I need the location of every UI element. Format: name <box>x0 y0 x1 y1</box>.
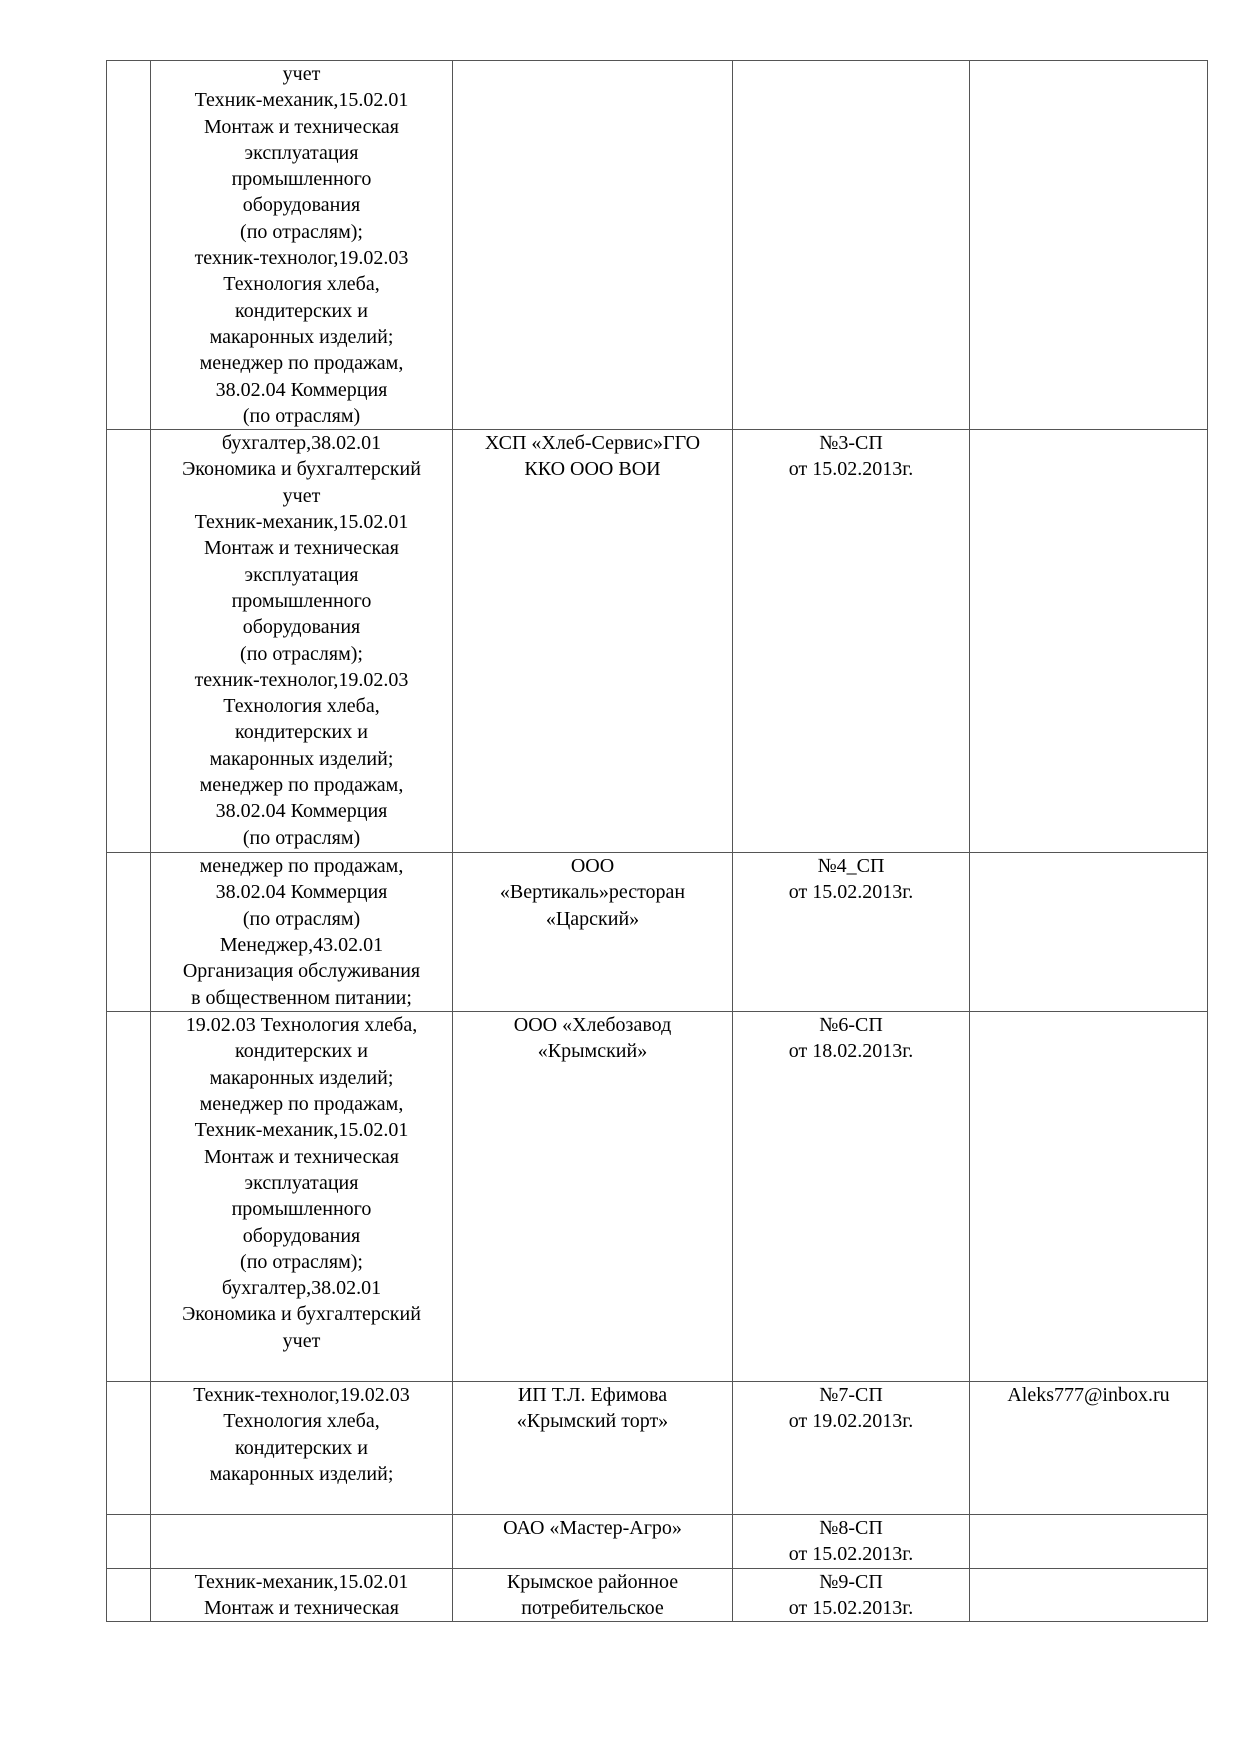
agreement-cell: №9-СП от 15.02.2013г. <box>733 1568 970 1622</box>
specialty-cell: учет Техник-механик,15.02.01 Монтаж и техническая эксплуатация промышленного оборудования (по отраслям); техник-технолог,19.02.03 Технология хлеба, кондитерских и макаронных изделий; менеджер по продажам, 38.02.04 Коммерция (по отраслям) <box>151 61 453 430</box>
table-row <box>107 430 1208 853</box>
row-number-cell <box>107 1012 151 1382</box>
partners-table <box>106 60 1208 1622</box>
contact-cell <box>970 61 1208 430</box>
specialty-cell: 19.02.03 Технология хлеба, кондитерских и макаронных изделий; менеджер по продажам, Техник-механик,15.02.01 Монтаж и техническая эксплуатация промышленного оборудования (по отраслям); бухгалтер,38.02.01 Экономика и бухгалтерский учет <box>151 1012 453 1382</box>
specialty-cell: менеджер по продажам, 38.02.04 Коммерция (по отраслям) Менеджер,43.02.01 Организация обслуживания в общественном питании; <box>151 853 453 1012</box>
specialty-cell: Техник-технолог,19.02.03 Технология хлеба, кондитерских и макаронных изделий; <box>151 1382 453 1515</box>
contact-cell <box>970 1568 1208 1622</box>
contact-cell <box>970 853 1208 1012</box>
organization-cell: ХСП «Хлеб-Сервис»ГГО ККО ООО ВОИ <box>453 430 733 853</box>
table-row <box>107 1382 1208 1515</box>
agreement-cell: №3-СП от 15.02.2013г. <box>733 430 970 853</box>
contact-cell <box>970 1012 1208 1382</box>
specialty-cell <box>151 1515 453 1569</box>
organization-cell: ОАО «Мастер-Агро» <box>453 1515 733 1569</box>
row-number-cell <box>107 853 151 1012</box>
contact-cell <box>970 430 1208 853</box>
row-number-cell <box>107 1382 151 1515</box>
email-contact-cell: Aleks777@inbox.ru <box>970 1382 1208 1515</box>
specialty-cell: бухгалтер,38.02.01 Экономика и бухгалтерский учет Техник-механик,15.02.01 Монтаж и техническая эксплуатация промышленного оборудования (по отраслям); техник-технолог,19.02.03 Технология хлеба, кондитерских и макаронных изделий; менеджер по продажам, 38.02.04 Коммерция (по отраслям) <box>151 430 453 853</box>
organization-cell: ИП Т.Л. Ефимова «Крымский торт» <box>453 1382 733 1515</box>
table-row <box>107 1515 1208 1569</box>
organization-cell <box>453 61 733 430</box>
table-row <box>107 61 1208 430</box>
row-number-cell <box>107 430 151 853</box>
contact-cell <box>970 1515 1208 1569</box>
agreement-cell: №7-СП от 19.02.2013г. <box>733 1382 970 1515</box>
row-number-cell <box>107 1568 151 1622</box>
agreement-cell <box>733 61 970 430</box>
table-row <box>107 1568 1208 1622</box>
row-number-cell <box>107 61 151 430</box>
agreement-cell: №8-СП от 15.02.2013г. <box>733 1515 970 1569</box>
agreement-cell: №4_СП от 15.02.2013г. <box>733 853 970 1012</box>
agreement-cell: №6-СП от 18.02.2013г. <box>733 1012 970 1382</box>
organization-cell: ООО «Вертикаль»ресторан «Царский» <box>453 853 733 1012</box>
organization-cell: Крымское районное потребительское <box>453 1568 733 1622</box>
table-row <box>107 1012 1208 1382</box>
specialty-cell: Техник-механик,15.02.01 Монтаж и техническая <box>151 1568 453 1622</box>
organization-cell: ООО «Хлебозавод «Крымский» <box>453 1012 733 1382</box>
row-number-cell <box>107 1515 151 1569</box>
table-row <box>107 853 1208 1012</box>
